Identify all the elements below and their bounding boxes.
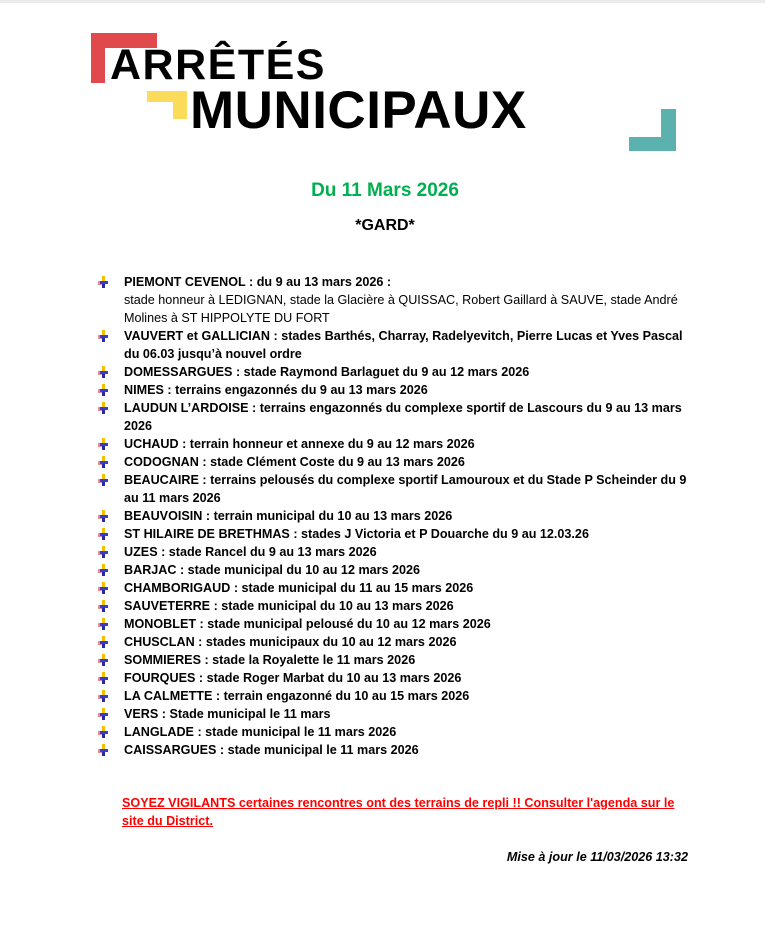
arrow-down-bullet-icon <box>98 654 110 667</box>
closure-town: SOMMIERES : <box>124 653 213 667</box>
closure-detail: du 9 au 13 mars 2026 : <box>256 275 392 289</box>
closure-town: SAUVETERRE : <box>124 599 222 613</box>
closure-town: LAUDUN L’ARDOISE : <box>124 401 260 415</box>
closure-item <box>98 363 688 381</box>
closure-town: VAUVERT et GALLICIAN : <box>124 329 282 343</box>
arrow-down-bullet-icon <box>98 456 110 469</box>
arrow-down-bullet-icon <box>98 384 110 397</box>
closure-item <box>98 741 688 759</box>
logo-word-municipaux: MUNICIPAUX <box>190 81 527 140</box>
closure-detail: terrains pelousés du complexe sportif Lamouroux et du Stade P Scheinder du 9 au 11 mars 2026 <box>124 473 687 505</box>
closure-item <box>98 435 688 453</box>
closure-town: DOMESSARGUES : <box>124 365 244 379</box>
closure-detail: stade Rancel du 9 au 13 mars 2026 <box>168 545 377 559</box>
closure-town: BARJAC : <box>124 563 188 577</box>
closure-item <box>98 507 688 525</box>
closure-town: BEAUVOISIN : <box>124 509 214 523</box>
closure-town: FOURQUES : <box>124 671 207 685</box>
arrow-down-bullet-icon <box>98 744 110 757</box>
closure-town: CAISSARGUES : <box>124 743 228 757</box>
closure-item <box>98 327 688 363</box>
arretes-municipaux-logo <box>0 0 765 160</box>
closure-detail: stade municipal le 11 mars 2026 <box>227 743 419 757</box>
closure-detail: terrain municipal du 10 au 13 mars 2026 <box>213 509 453 523</box>
closure-town: CHAMBORIGAUD : <box>124 581 242 595</box>
arrow-down-bullet-icon <box>98 600 110 613</box>
arrow-down-bullet-icon <box>98 474 110 487</box>
closure-town: LANGLADE : <box>124 725 206 739</box>
closure-detail: stade Clément Coste du 9 au 13 mars 2026 <box>210 455 465 469</box>
closure-item <box>98 615 688 633</box>
arrow-down-bullet-icon <box>98 528 110 541</box>
closure-town: VERS : <box>124 707 170 721</box>
closure-detail: stade la Royalette le 11 mars 2026 <box>212 653 416 667</box>
closure-town: BEAUCAIRE : <box>124 473 211 487</box>
arrow-down-bullet-icon <box>98 546 110 559</box>
closure-town: UZES : <box>124 545 169 559</box>
closure-item <box>98 597 688 615</box>
logo-teal-corner-horizontal <box>629 137 676 151</box>
closure-town: LA CALMETTE : <box>124 689 224 703</box>
closure-detail: stades Barthés, Charray, Radelyevitch, Pierre Lucas et Yves Pascal du 06.03 jusqu’à nouvel ordre <box>124 329 683 361</box>
region-title: *GARD* <box>355 217 415 234</box>
arrow-down-bullet-icon <box>98 330 110 343</box>
closure-detail: terrain engazonné du 10 au 15 mars 2026 <box>223 689 470 703</box>
vigilance-warning[interactable]: SOYEZ VIGILANTS certaines rencontres ont des terrains de repli !! Consulter l'agenda sur le site du District. <box>122 796 675 828</box>
closure-detail: Stade municipal le 11 mars <box>169 707 331 721</box>
closure-detail: stade Roger Marbat du 10 au 13 mars 2026 <box>206 671 462 685</box>
closures-list <box>98 273 688 759</box>
logo-red-corner-vertical <box>91 33 105 83</box>
arrow-down-bullet-icon <box>98 366 110 379</box>
arrow-down-bullet-icon <box>98 672 110 685</box>
closure-town: PIEMONT CEVENOL : <box>124 275 257 289</box>
closure-detail: stades J Victoria et P Douarche du 9 au 12.03.26 <box>301 527 589 541</box>
closure-town: MONOBLET : <box>124 617 208 631</box>
closure-detail: stade Raymond Barlaguet du 9 au 12 mars 2026 <box>243 365 530 379</box>
closure-detail: stade municipal du 11 au 15 mars 2026 <box>241 581 474 595</box>
closure-detail: stade municipal le 11 mars 2026 <box>205 725 397 739</box>
closure-detail: stade municipal pelousé du 10 au 12 mars 2026 <box>207 617 491 631</box>
closure-detail: stades municipaux du 10 au 12 mars 2026 <box>205 635 457 649</box>
closure-town: NIMES : <box>124 383 176 397</box>
closure-item <box>98 399 688 435</box>
closure-item <box>98 381 688 399</box>
last-updated: Mise à jour le 11/03/2026 13:32 <box>506 850 688 864</box>
closure-item <box>98 579 688 597</box>
arrow-down-bullet-icon <box>98 636 110 649</box>
arrow-down-bullet-icon <box>98 510 110 523</box>
arrow-down-bullet-icon <box>98 582 110 595</box>
closure-town: CODOGNAN : <box>124 455 211 469</box>
closure-detail: terrains engazonnés du complexe sportif de Lascours du 9 au 13 mars 2026 <box>124 401 682 433</box>
closure-venues: stade honneur à LEDIGNAN, stade la Glacière à QUISSAC, Robert Gaillard à SAUVE, stade André Molines à ST HIPPOLYTE DU FORT <box>124 293 678 325</box>
closure-town: ST HILAIRE DE BRETHMAS : <box>124 527 302 541</box>
arrow-down-bullet-icon <box>98 618 110 631</box>
closure-item <box>98 561 688 579</box>
closure-detail: stade municipal du 10 au 13 mars 2026 <box>221 599 454 613</box>
closure-item <box>98 633 688 651</box>
logo-yellow-corner-vertical <box>173 91 187 119</box>
arrow-down-bullet-icon <box>98 708 110 721</box>
arrow-down-bullet-icon <box>98 438 110 451</box>
closure-item <box>98 723 688 741</box>
closure-item <box>98 273 688 327</box>
closure-item <box>98 687 688 705</box>
closure-town: CHUSCLAN : <box>124 635 206 649</box>
closure-item <box>98 453 688 471</box>
closure-item <box>98 705 688 723</box>
arrow-down-bullet-icon <box>98 276 110 289</box>
bulletin-date: Du 11 Mars 2026 <box>311 180 459 201</box>
logo-word-arretes: ARRÊTÉS <box>110 41 326 89</box>
arrow-down-bullet-icon <box>98 564 110 577</box>
arrow-down-bullet-icon <box>98 726 110 739</box>
arrow-down-bullet-icon <box>98 402 110 415</box>
arrow-down-bullet-icon <box>98 690 110 703</box>
closure-item <box>98 471 688 507</box>
closure-detail: terrains engazonnés du 9 au 13 mars 2026 <box>175 383 428 397</box>
closure-item <box>98 525 688 543</box>
closure-town: UCHAUD : <box>124 437 190 451</box>
closure-detail: terrain honneur et annexe du 9 au 12 mars 2026 <box>189 437 475 451</box>
closure-item <box>98 669 688 687</box>
closure-detail: stade municipal du 10 au 12 mars 2026 <box>187 563 421 577</box>
closure-item <box>98 543 688 561</box>
closure-item <box>98 651 688 669</box>
